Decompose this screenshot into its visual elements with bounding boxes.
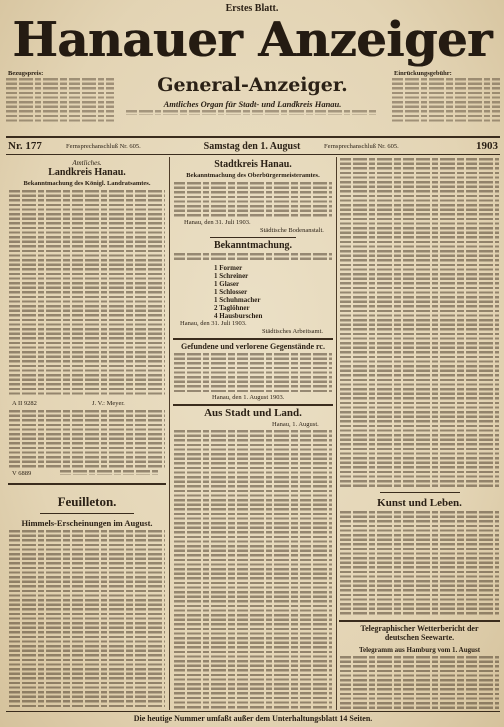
dateline-bottom-rule (6, 154, 500, 155)
weather-telegram-line: Telegramm aus Hamburg vom 1. August (358, 646, 481, 654)
article-body-text (174, 353, 332, 392)
reference-number: A II 9282 (12, 400, 37, 407)
section-rule (380, 492, 460, 493)
local-news-dateline: Hanau, 1. August. (272, 421, 319, 428)
notice-signature: J. V.: Meyer. (92, 400, 125, 407)
issue-year: 1903 (476, 140, 498, 152)
newspaper-title: Hanauer Anzeiger (12, 12, 492, 68)
newspaper-tagline: Amtliches Organ für Stadt- und Landkreis Hanau. (163, 99, 342, 109)
article-body-text (340, 656, 499, 709)
section-rule (8, 483, 166, 485)
notice-signature-text (60, 470, 160, 475)
reference-number: V 6889 (12, 470, 32, 477)
column-separator (336, 157, 337, 710)
advert-rates-text (392, 78, 500, 124)
article-body-text (9, 190, 165, 397)
section-title-landkreis: Landkreis Hanau. (48, 167, 126, 178)
section-rule (40, 513, 134, 514)
article-body-text (9, 530, 165, 709)
phone-right: Fernsprechanschluß Nr. 605. (324, 143, 399, 150)
section-label-official: Amtliches. (72, 159, 102, 167)
feuilleton-title: Feuilleton. (57, 494, 117, 509)
article-body-text (174, 182, 332, 217)
section-rule (210, 237, 296, 238)
article-body-text (174, 253, 332, 262)
article-body-text (9, 410, 165, 468)
notice-heading-landratsamt: Bekanntmachung des Königl. Landratsamtes. (23, 180, 151, 187)
phone-left: Fernsprechanschluß Nr. 605. (66, 143, 141, 150)
list-item: 1 Schuhmacher (214, 296, 261, 304)
lost-found-date: Hanau, den 1. August 1903. (212, 394, 285, 401)
dateline-top-rule (6, 136, 500, 138)
labor-notice-date: Hanau, den 31. Juli 1903. (180, 320, 247, 327)
column-separator (169, 157, 170, 710)
article-body-text (174, 430, 332, 709)
article-body-text (340, 511, 499, 615)
newspaper-subtitle: General-Anzeiger. (157, 74, 348, 96)
weather-report-heading: Telegraphischer Wetterbericht der deutschen Seewarte. (360, 624, 479, 642)
subscription-heading: Bezugspreis: (8, 70, 44, 77)
subscription-text (6, 78, 114, 124)
labor-notice-signature: Städtisches Arbeitsamt. (262, 328, 324, 335)
local-news-heading: Aus Stadt und Land. (204, 407, 302, 419)
job-list (214, 264, 314, 320)
edition-label: Erstes Blatt. (225, 3, 279, 14)
issue-number: Nr. 177 (8, 140, 42, 152)
labor-notice-heading: Bekanntmachung. (213, 240, 293, 251)
list-item: 1 Schlosser (214, 288, 248, 296)
list-item: 1 Glaser (214, 280, 240, 288)
notice-date: Hanau, den 31. Juli 1903. (184, 219, 251, 226)
feuilleton-article-title: Himmels-Erscheinungen im August. (21, 518, 153, 528)
section-rule (339, 620, 500, 622)
advert-heading: Einrückungsgebühr: (394, 70, 452, 77)
footer-rule (6, 711, 500, 712)
article-body-text (340, 158, 499, 488)
section-title-stadtkreis: Stadtkreis Hanau. (214, 159, 292, 170)
notice-heading-oberbuergermeister: Bekanntmachung des Oberbürgermeisteramtes. (186, 172, 320, 179)
list-item: 2 Taglöhner (214, 304, 250, 312)
list-item: 1 Former (214, 264, 243, 272)
footer-note: Die heutige Nummer umfaßt außer dem Unterhaltungsblatt 14 Seiten. (133, 714, 373, 723)
list-item: 4 Hausburschen (214, 312, 263, 320)
arts-heading: Kunst und Leben. (377, 497, 462, 509)
section-rule (173, 338, 333, 340)
issue-date: Samstag den 1. August (203, 141, 301, 152)
list-item: 1 Schreiner (214, 272, 249, 280)
masthead-note-text (126, 110, 378, 115)
notice-signature: Städtische Bodenanstalt. (260, 227, 324, 234)
lost-found-heading: Gefundene und verlorene Gegenstände rc. (181, 342, 325, 351)
section-rule (173, 404, 333, 406)
